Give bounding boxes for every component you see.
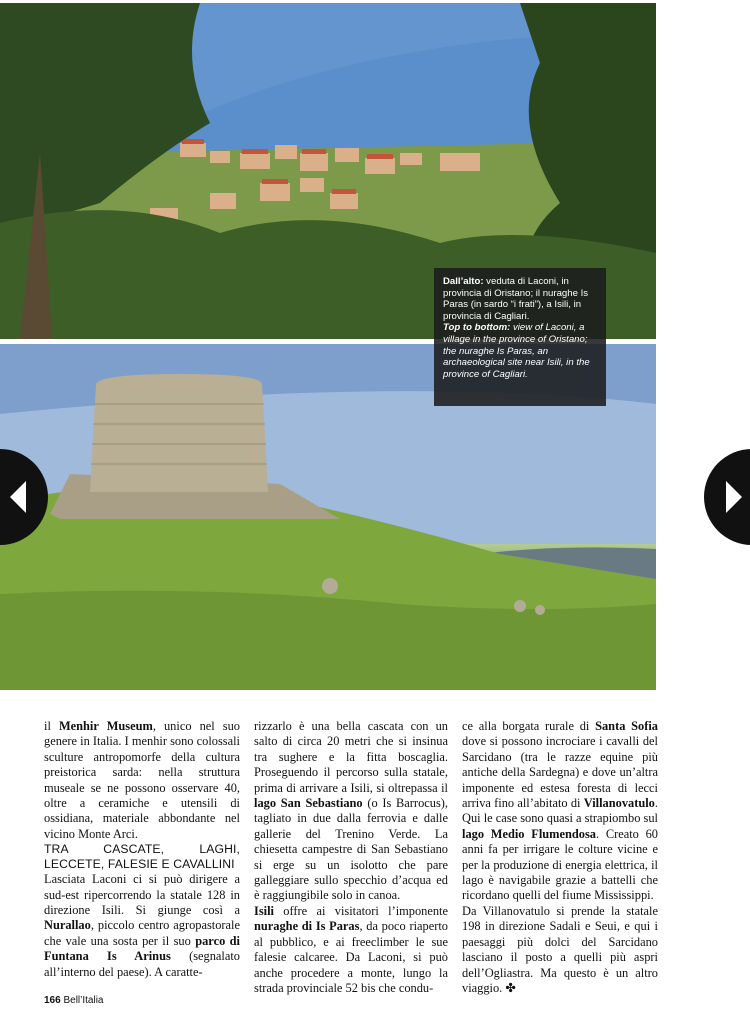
nurallao-bold: Nurallao bbox=[44, 918, 91, 933]
paragraph bbox=[462, 719, 658, 904]
santa-sofia-bold: Santa Sofia bbox=[595, 719, 658, 733]
photo-caption bbox=[434, 268, 606, 406]
caption-italian-text: veduta di Laconi, in provincia di Oristano; il nuraghe Is Paras (in sardo “i frati”), a Isili, in provincia di Cagliari. bbox=[443, 276, 589, 322]
text: dove si possono incrociare i cavalli del Sarcidano (tra le razze equine più antiche della Sardegna) e dove un’altra imponente ed estesa foresta di lecci arriva fino all’abitato di bbox=[462, 734, 658, 811]
previous-page-button[interactable] bbox=[0, 449, 48, 545]
caption-english-text: view of Laconi, a village in the province of Oristano; the nuraghe Is Paras, an archaeological site near Isili, in the province of Cagliari. bbox=[443, 322, 590, 380]
page-footer bbox=[44, 995, 104, 1006]
caption-italian-heading: Dall’alto: bbox=[443, 276, 484, 287]
text: (segnalato all’interno del paese). A caratte- bbox=[44, 949, 240, 979]
nuraghe-bold: nuraghe di Is Paras bbox=[254, 919, 360, 934]
text: ce alla borgata rurale di bbox=[462, 719, 596, 733]
article-column-3 bbox=[462, 719, 658, 996]
text: offre ai visitatori l’imponente bbox=[273, 903, 448, 918]
text: rizzarlo è una bella cascata con un salto di circa 20 metri che si insinua tra sughere e la fitta boscaglia. Proseguendo il percorso sulla statale, prima di arrivare a Isili, si oltrepassa il bbox=[254, 719, 448, 795]
chevron-left-icon bbox=[0, 449, 48, 545]
lago-flumendosa-bold: lago Medio Flumendosa bbox=[462, 826, 596, 841]
next-page-button[interactable] bbox=[704, 449, 750, 545]
text: (o Is Barrocus), tagliato in due dalla ferrovia e dalle gallerie del Trenino Verde. La chiesetta campestre di San Sebastiano si erge su un isolotto che pare galleggiare sullo specchio d’acqua ed è raggiungibile solo in canoa. bbox=[254, 796, 448, 903]
paragraph: Da Villanovatulo si prende la statale 198 in direzione Sadali e Seui, e qui i paesaggi più dolci del Sarcidano lasciano il posto a quelli più aspri dell’Ogliastra. Ma questo è un altro viaggio. ✤ bbox=[462, 903, 658, 995]
text: . Creato 60 anni fa per irrigare le colture vicine e per la produzione di energia elettrica, il lago è navigabile grazie a battelli che ricordano quelli del fiume Mississippi. bbox=[462, 826, 659, 903]
paragraph bbox=[44, 872, 240, 980]
text: , da poco riaperto al pubblico, e ai freeclimber le sue falesie calcaree. Da Laconi, si può anche procedere a monte, lungo la strada provinciale 52 bis che condu- bbox=[254, 919, 448, 995]
article-column-2 bbox=[254, 719, 448, 996]
caption-english-heading: Top to bottom: bbox=[443, 322, 511, 334]
paragraph bbox=[44, 719, 240, 842]
chevron-right-icon bbox=[704, 449, 750, 545]
text: il bbox=[44, 719, 59, 733]
text: , piccolo centro agropastorale che vale una sosta per il suo bbox=[44, 918, 240, 948]
menhir-museum-bold: Menhir Museum bbox=[58, 719, 153, 733]
section-subheading: TRA CASCATE, LAGHI, LECCETE, FALESIE E CAVALLINI bbox=[44, 842, 240, 872]
magazine-name: Bell’Italia bbox=[63, 995, 104, 1006]
parco-bold: parco di Funtana Is Arinus bbox=[44, 933, 240, 964]
isili-bold: Isili bbox=[254, 903, 274, 918]
text: Lasciata Laconi ci si può dirigere a sud-est ripercorrendo la statale 128 in direzione Isili. Si giunge così a bbox=[44, 872, 240, 918]
article-column-1 bbox=[44, 719, 240, 980]
lago-san-sebastiano-bold: lago San Sebastiano bbox=[254, 796, 363, 811]
paragraph bbox=[254, 719, 448, 904]
page-number: 166 bbox=[44, 995, 61, 1006]
text: , unico nel suo genere in Italia. I menhir sono colossali sculture antropomorfe della cultura preistorica sarda: nella struttura museale se ne possono osservare 40, oltre a ceramiche e utensili di ossidiana, materiale abbondante nel vicino Monte Arci. bbox=[44, 719, 240, 841]
villanovatulo-bold: Villanovatulo bbox=[583, 796, 655, 811]
text: . Qui le case sono quasi a strapiombo sul bbox=[462, 796, 658, 826]
paragraph bbox=[254, 904, 448, 996]
